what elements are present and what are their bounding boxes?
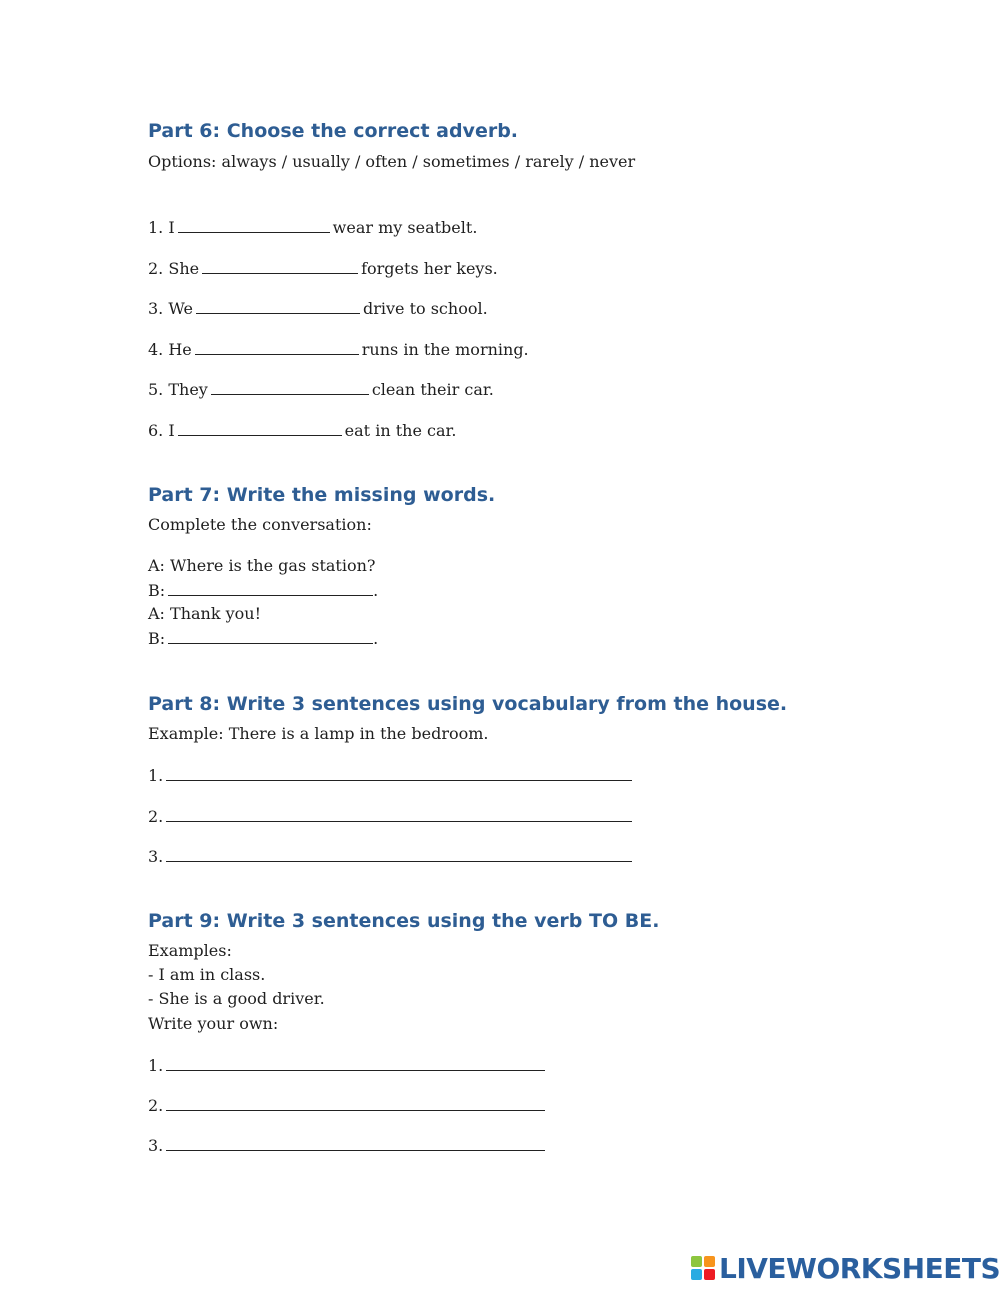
logo-square-icon bbox=[691, 1256, 702, 1267]
part7-title: Part 7: Write the missing words. bbox=[148, 484, 496, 506]
part9-example-2: - She is a good driver. bbox=[148, 989, 325, 1008]
part7-instruction: Complete the conversation: bbox=[148, 515, 372, 534]
part8-line-3: 3. bbox=[148, 846, 635, 867]
sentence-blank-tobe-1[interactable] bbox=[166, 1055, 545, 1071]
logo-text: LIVEWORKSHEETS bbox=[719, 1251, 1000, 1285]
logo-square-icon bbox=[704, 1269, 715, 1280]
part6-title: Part 6: Choose the correct adverb. bbox=[148, 120, 519, 142]
conversation-line-4: B: . bbox=[148, 629, 379, 648]
part9-line-1: 1. bbox=[148, 1055, 548, 1076]
answer-blank-5[interactable] bbox=[211, 379, 369, 395]
sentence-blank-house-1[interactable] bbox=[166, 765, 632, 781]
answer-blank-3[interactable] bbox=[196, 298, 360, 314]
part8-title: Part 8: Write 3 sentences using vocabulary from the house. bbox=[148, 693, 788, 715]
conversation-line-2: B: . bbox=[148, 581, 379, 600]
part9-title: Part 9: Write 3 sentences using the verb TO BE. bbox=[148, 910, 660, 932]
part6-item-6: 6. I eat in the car. bbox=[148, 421, 457, 440]
logo-grid-icon bbox=[691, 1256, 715, 1280]
part6-item-4: 4. He runs in the morning. bbox=[148, 340, 529, 359]
conversation-line-3: A: Thank you! bbox=[148, 604, 262, 623]
conversation-blank-2[interactable] bbox=[168, 628, 373, 644]
part6-options: Options: always / usually / often / sometimes / rarely / never bbox=[148, 152, 636, 171]
sentence-blank-tobe-2[interactable] bbox=[166, 1095, 545, 1111]
part9-example-1: - I am in class. bbox=[148, 965, 266, 984]
answer-blank-2[interactable] bbox=[202, 258, 358, 274]
logo-square-icon bbox=[704, 1256, 715, 1267]
part6-item-3: 3. We drive to school. bbox=[148, 299, 488, 318]
part6-item-2: 2. She forgets her keys. bbox=[148, 259, 498, 278]
part9-line-2: 2. bbox=[148, 1095, 548, 1116]
sentence-blank-tobe-3[interactable] bbox=[166, 1135, 545, 1151]
answer-blank-6[interactable] bbox=[178, 420, 342, 436]
part6-item-5: 5. They clean their car. bbox=[148, 380, 494, 399]
sentence-blank-house-3[interactable] bbox=[166, 846, 632, 862]
part6-item-1: 1. I wear my seatbelt. bbox=[148, 218, 478, 237]
part8-line-1: 1. bbox=[148, 765, 635, 786]
part9-own-label: Write your own: bbox=[148, 1014, 279, 1033]
sentence-blank-house-2[interactable] bbox=[166, 806, 632, 822]
part8-line-2: 2. bbox=[148, 806, 635, 827]
part9-examples-label: Examples: bbox=[148, 941, 232, 960]
part9-line-3: 3. bbox=[148, 1135, 548, 1156]
part8-example: Example: There is a lamp in the bedroom. bbox=[148, 724, 489, 743]
logo-square-icon bbox=[691, 1269, 702, 1280]
answer-blank-4[interactable] bbox=[195, 339, 359, 355]
conversation-line-1: A: Where is the gas station? bbox=[148, 556, 376, 575]
answer-blank-1[interactable] bbox=[178, 217, 330, 233]
liveworksheets-logo[interactable] bbox=[691, 1253, 1000, 1283]
conversation-blank-1[interactable] bbox=[168, 580, 373, 596]
